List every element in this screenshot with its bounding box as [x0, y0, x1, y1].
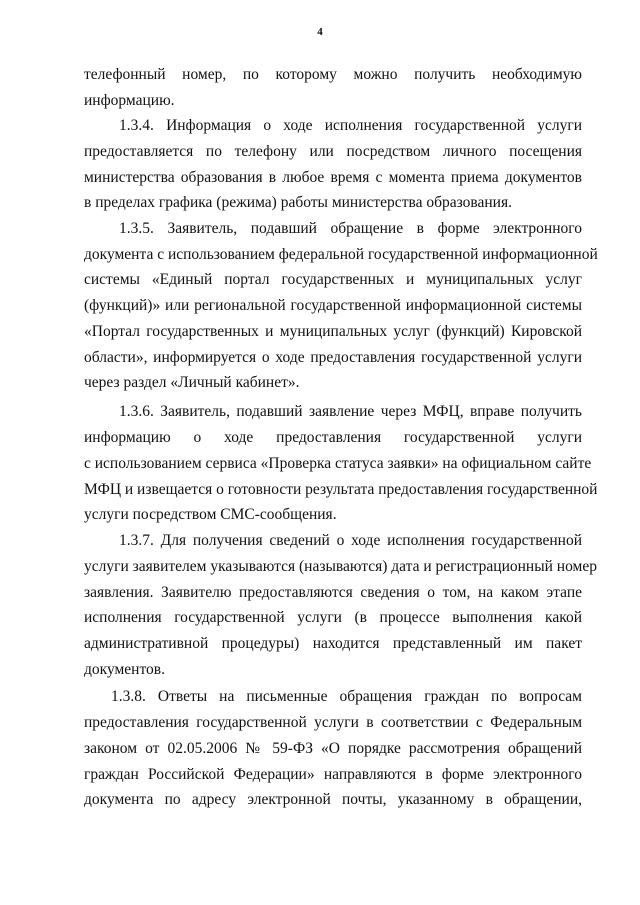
- text-line: министерства образования в любое время с момента приема документов: [84, 169, 582, 186]
- text-line: системы «Единый портал государственных и муниципальных услуг: [84, 271, 582, 288]
- text-line: заявления. Заявителю предоставляются сведения о том, на каком этапе: [84, 584, 582, 601]
- text-line: документов.: [84, 661, 165, 678]
- paragraph-1-3-7-first-line: 1.3.7. Для получения сведений о ходе исполнения государственной: [119, 532, 582, 549]
- text-line: административной процедуры) находится представленный им пакет: [84, 635, 582, 652]
- text-line: предоставляется по телефону или посредством личного посещения: [84, 143, 582, 160]
- text-line: в пределах графика (режима) работы министерства образования.: [84, 194, 512, 211]
- text-line: «Портал государственных и муниципальных услуг (функций) Кировской: [84, 323, 582, 340]
- paragraph-1-3-5-first-line: 1.3.5. Заявитель, подавший обращение в форме электронного: [119, 220, 582, 237]
- page-number: 4: [317, 26, 323, 38]
- text-line: МФЦ и извещается о готовности результата предоставления государственной: [84, 481, 598, 498]
- text-line: исполнения государственной услуги (в процессе выполнения какой: [84, 609, 582, 626]
- text-line: через раздел «Личный кабинет».: [84, 374, 300, 391]
- text-line: с использованием сервиса «Проверка статуса заявки» на официальном сайте: [84, 455, 592, 472]
- text-line: услуги посредством СМС-сообщения.: [84, 506, 337, 523]
- text-line: услуги заявителем указываются (называются) дата и регистрационный номер: [84, 558, 597, 575]
- paragraph-1-3-8-first-line: 1.3.8. Ответы на письменные обращения граждан по вопросам: [111, 688, 582, 705]
- text-line: (функций)» или региональной государственной информационной системы: [84, 297, 582, 314]
- paragraph-1-3-6-first-line: 1.3.6. Заявитель, подавший заявление через МФЦ, вправе получить: [119, 403, 582, 420]
- text-line: граждан Российской Федерации» направляются в форме электронного: [84, 766, 582, 783]
- text-line: предоставления государственной услуги в соответствии с Федеральным: [84, 714, 582, 731]
- text-line: документа по адресу электронной почты, указанному в обращении,: [84, 791, 582, 808]
- text-line: документа с использованием федеральной государственной информационной: [84, 246, 598, 263]
- text-line: телефонный номер, по которому можно получить необходимую: [84, 66, 582, 83]
- text-line: информацию.: [84, 92, 175, 109]
- paragraph-1-3-4-first-line: 1.3.4. Информация о ходе исполнения государственной услуги: [119, 117, 582, 134]
- text-line: информацию о ходе предоставления государственной услуги: [84, 429, 582, 446]
- text-line: законом от 02.05.2006 № 59-ФЗ «О порядке рассмотрения обращений: [84, 740, 582, 757]
- text-line: области», информируется о ходе предоставления государственной услуги: [84, 349, 582, 366]
